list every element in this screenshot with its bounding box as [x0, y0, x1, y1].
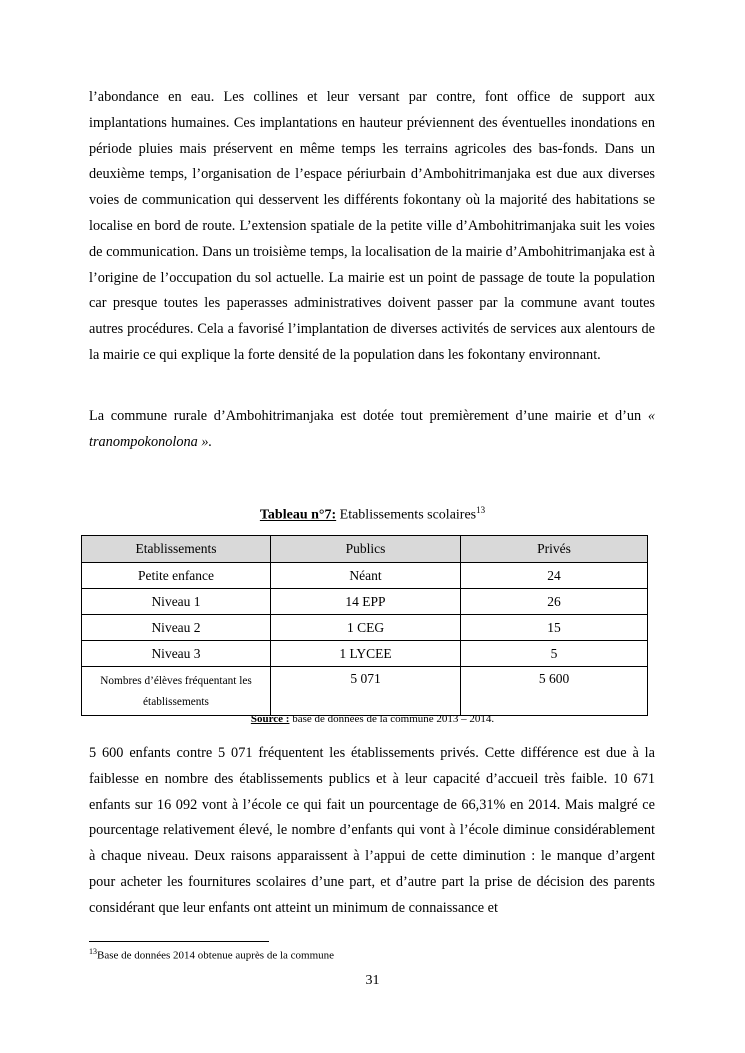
paragraph-commune-text: La commune rurale d’Ambohitrimanjaka est dotée tout premièrement d’une mairie et d’un — [89, 408, 648, 424]
header-etablissements: Etablissements — [82, 536, 271, 563]
table-row — [82, 615, 648, 641]
table-source — [0, 713, 745, 725]
cell-private: 24 — [461, 563, 648, 589]
cell-level: Niveau 2 — [82, 615, 271, 641]
table-caption-footnote-ref: 13 — [476, 505, 486, 515]
footnote-text: Base de données 2014 obtenue auprès de la commune — [97, 949, 335, 962]
page-number: 31 — [365, 973, 380, 988]
table-row — [82, 563, 648, 589]
cell-private: 26 — [461, 589, 648, 615]
paragraph-commune — [89, 404, 655, 456]
cell-level: Niveau 3 — [82, 641, 271, 667]
table-caption — [0, 505, 745, 524]
paragraph-analysis: 5 600 enfants contre 5 071 fréquentent les établissements privés. Cette différence est due à la faiblesse en nombre des établissements publics et à leur capacité d’accueil très faible. 10 671 enfants sur 16 092 vont à l’école ce qui fait un pourcentage de 66,31% en 2014. Mais malgré ce pourcentage relativement élevé, le nombre d’enfants qui vont à l’école diminue considérablement à chaque niveau. Deux raisons apparaissent à l’appui de cette diminution : le manque d’argent pour acheter les fournitures scolaires d’une part, et d’autre part la prise de décision des parents considérant que leur enfants ont atteint un minimum de connaissance et — [89, 745, 655, 916]
footnote — [89, 947, 334, 962]
cell-public: 1 CEG — [271, 615, 461, 641]
cell-private: 5 600 — [461, 667, 648, 716]
header-publics: Publics — [271, 536, 461, 563]
paragraph-intro: l’abondance en eau. Les collines et leur versant par contre, font office de support aux implantations humaines. Ces implantations en hauteur préviennent des éventuelles inondations en période pluies mais préservent en même temps les terrains agricoles des bas-fonds. Dans un deuxième temps, l’organisation de l’espace périurbain d’Ambohitrimanjaka est due aux diverses voies de communication qui desservent les différents fokontany où la majorité des habitations se localise en bord de route. L’extension spatiale de la petite ville d’Ambohitrimanjaka suit les voies de communication. Dans un troisième temps, la localisation de la mairie d’Ambohitrimanjaka est à l’origine de l’occupation du sol actuelle. La mairie est un point de passage de toute la population car presque toutes les paperasses administratives doivent passer par la commune avant toutes autres procédures. Cela a favorisé l’implantation de diverses activités de services aux alentours de la mairie ce qui explique la forte densité de la population dans les fokontany environnant. — [89, 89, 655, 363]
cell-public: 5 071 — [271, 667, 461, 716]
table-header-row — [82, 536, 648, 563]
cell-private: 5 — [461, 641, 648, 667]
table-row — [82, 589, 648, 615]
table-source-text: base de données de la commune 2013 – 2014. — [289, 713, 495, 725]
cell-public: 14 EPP — [271, 589, 461, 615]
paragraph-commune-italic: « tranompokonolona ». — [89, 408, 655, 450]
table-source-label: Source : — [250, 713, 290, 725]
table-row-total — [82, 667, 648, 716]
table-row — [82, 641, 648, 667]
footnote-divider — [89, 941, 269, 942]
table-caption-text: Etablissements scolaires — [336, 507, 477, 523]
table-caption-label: Tableau n°7: — [259, 507, 337, 523]
header-prives: Privés — [461, 536, 648, 563]
cell-public: Néant — [271, 563, 461, 589]
schools-table — [81, 535, 648, 716]
cell-level: Petite enfance — [82, 563, 271, 589]
footnote-number: 13 — [89, 947, 97, 956]
cell-public: 1 LYCEE — [271, 641, 461, 667]
cell-private: 15 — [461, 615, 648, 641]
cell-level: Nombres d’élèves fréquentant les établissements — [82, 667, 271, 716]
cell-level: Niveau 1 — [82, 589, 271, 615]
